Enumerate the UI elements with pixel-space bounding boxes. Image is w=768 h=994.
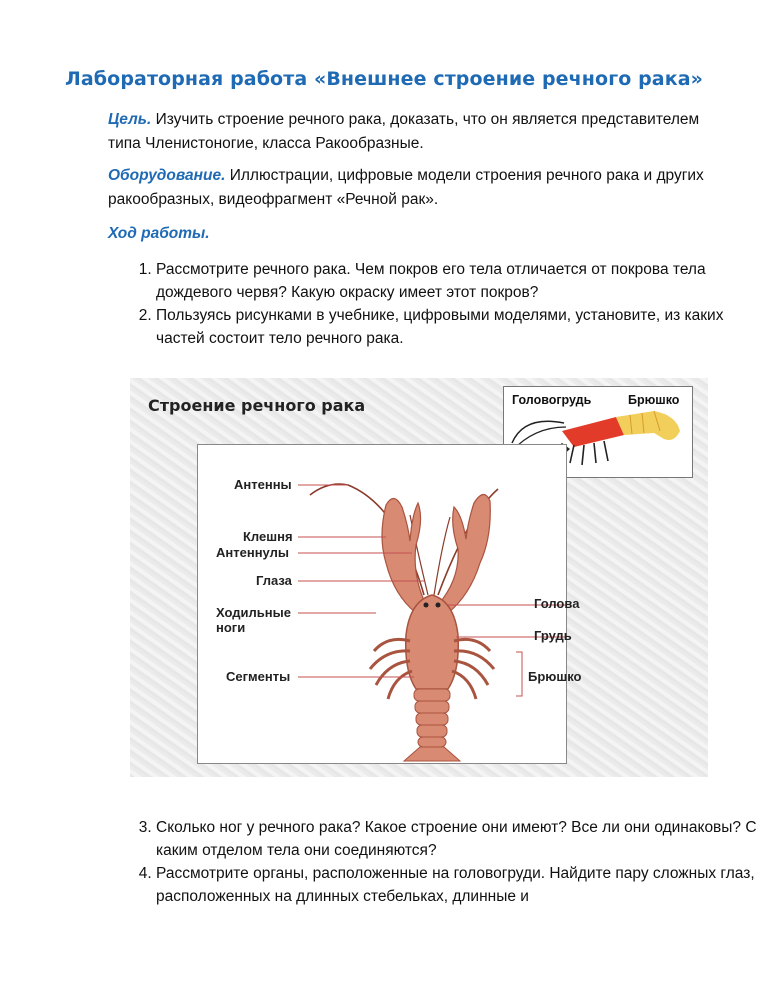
label-head: Голова — [534, 596, 580, 611]
crayfish-structure-figure — [130, 378, 708, 777]
page-title: Лабораторная работа «Внешнее строение речного рака» — [65, 68, 703, 90]
label-thorax: Грудь — [534, 628, 572, 643]
goal-label: Цель. — [108, 111, 152, 128]
procedure-heading — [108, 222, 708, 246]
watermark-text: Глаза — [342, 754, 373, 766]
step-item: 3. Сколько ног у речного рака? Какое строение они имеют? Все ли они одинаковы? С каким отделом тела они соединяются? — [156, 816, 766, 862]
label-antennules: Антеннулы — [216, 545, 289, 560]
label-antennae: Антенны — [234, 477, 292, 492]
figure-title: Строение речного рака — [148, 396, 366, 415]
inset-label-cephalothorax: Головогрудь — [512, 393, 592, 407]
label-claw: Клешня — [243, 529, 293, 544]
equipment-text: Иллюстрации, цифровые модели строения речного рака и других ракообразных, видеофрагмент «Речной рак». — [108, 167, 704, 208]
goal-paragraph — [108, 108, 708, 156]
steps-list-1 — [108, 258, 766, 350]
label-segments: Сегменты — [226, 669, 291, 684]
step-item: 4. Рассмотрите органы, расположенные на головогруди. Найдите пару сложных глаз, расположенных на длинных стебельках, длинные и — [156, 862, 766, 908]
step-item: 2. Пользуясь рисунками в учебнике, цифровыми моделями, установите, из каких частей состоит тело речного рака. — [156, 304, 766, 350]
label-abdomen: Брюшко — [528, 669, 582, 684]
step-item: 1. Рассмотрите речного рака. Чем покров его тела отличается от покрова тела дождевого червя? Какую окраску имеет этот покров? — [156, 258, 766, 304]
label-walking-legs: Ходильные ноги — [216, 605, 291, 635]
procedure-label: Ход работы. — [108, 225, 210, 242]
abdomen-bracket — [130, 378, 708, 777]
goal-text: Изучить строение речного рака, доказать, что он является представителем типа Членистоногие, класса Ракообразные. — [108, 111, 700, 152]
steps-list-2 — [108, 816, 766, 908]
label-eyes: Глаза — [256, 573, 292, 588]
equipment-paragraph — [108, 164, 708, 212]
equipment-label: Оборудование. — [108, 167, 226, 184]
inset-label-abdomen: Брюшко — [628, 393, 680, 407]
